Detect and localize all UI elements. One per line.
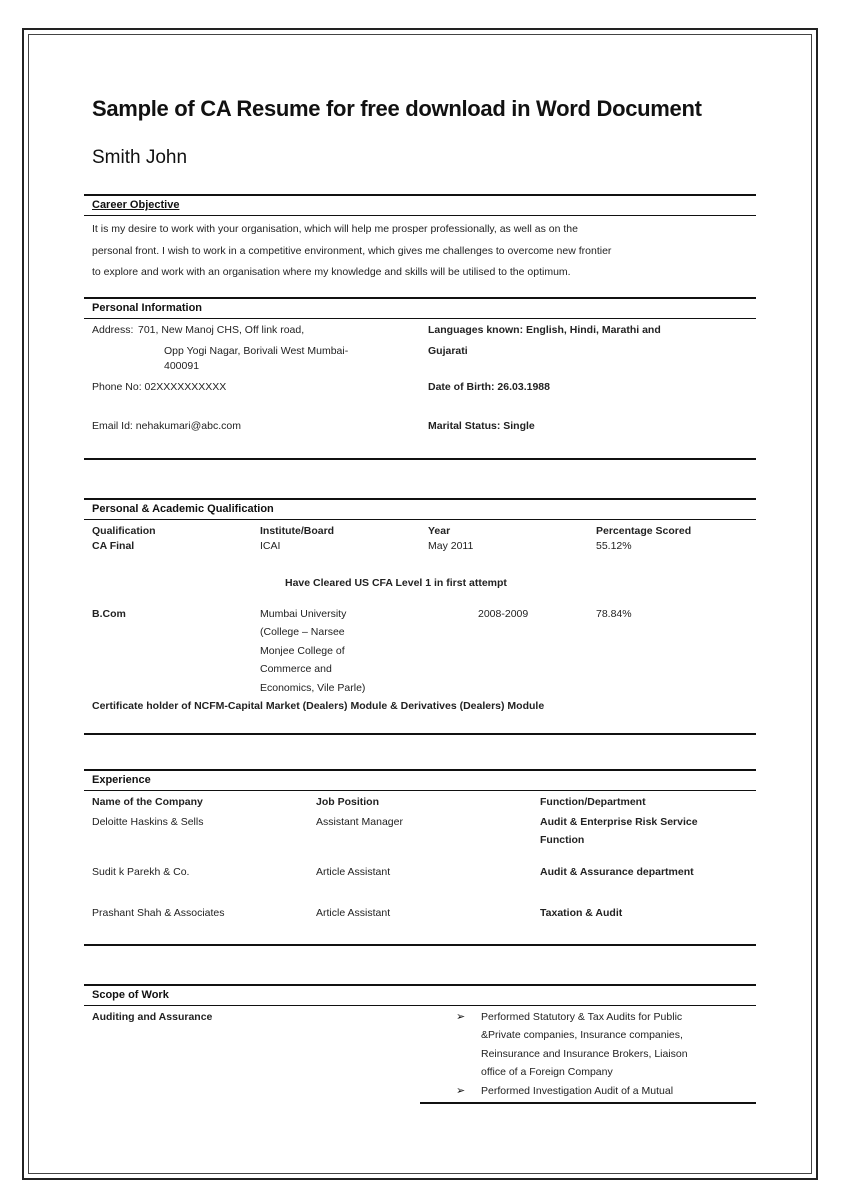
email: Email Id: nehakumari@abc.com: [92, 420, 241, 432]
personal-heading: Personal Information: [92, 302, 203, 314]
experience-heading: Experience: [92, 774, 151, 786]
experience-top-rule: [84, 769, 756, 771]
marital-status: Marital Status: Single: [428, 420, 535, 432]
exp1-function-line-1: Audit & Enterprise Risk Service: [540, 816, 698, 828]
row1-year: May 2011: [428, 540, 474, 552]
bullet-arrow-icon: ➢: [456, 1085, 466, 1097]
row2-institute-line-4: Commerce and: [260, 663, 332, 675]
languages-line-1: Languages known: English, Hindi, Marathi and: [428, 324, 661, 336]
scope-bottom-rule: [420, 1102, 756, 1104]
document-title: Sample of CA Resume for free download in Word Document: [92, 96, 702, 121]
row2-institute-line-2: (College – Narsee: [260, 626, 345, 638]
exp3-function: Taxation & Audit: [540, 907, 623, 919]
exp1-company: Deloitte Haskins & Sells: [92, 816, 204, 828]
exp3-company: Prashant Shah & Associates: [92, 907, 225, 919]
career-line-2: personal front. I wish to work in a competitive environment, which gives me challenges to overcome new frontier: [92, 245, 612, 257]
scope-heading: Scope of Work: [92, 989, 169, 1001]
row2-institute-line-1: Mumbai University: [260, 608, 347, 620]
exp2-position: Article Assistant: [316, 866, 391, 878]
personal-bottom-rule: [84, 458, 756, 460]
candidate-name: Smith John: [92, 147, 188, 168]
academic-col-percentage: Percentage Scored: [596, 525, 692, 537]
row1-percentage: 55.12%: [596, 540, 632, 552]
personal-top-rule: [84, 297, 756, 299]
row1-institute: ICAI: [260, 540, 281, 552]
scope-bullet1-line-3: Reinsurance and Insurance Brokers, Liaison: [481, 1048, 688, 1060]
career-line-3: to explore and work with an organisation where my knowledge and skills will be utilised to the optimum.: [92, 266, 571, 278]
languages-line-2: Gujarati: [428, 345, 468, 357]
career-heading: Career Objective: [92, 199, 180, 211]
experience-col-position: Job Position: [316, 796, 379, 808]
academic-top-rule: [84, 498, 756, 500]
academic-col-year: Year: [428, 525, 451, 537]
address-label: Address:: [92, 324, 134, 336]
experience-col-company: Name of the Company: [92, 796, 203, 808]
career-top-rule: [84, 194, 756, 196]
exp1-function-line-2: Function: [540, 834, 585, 846]
academic-col-qualification: Qualification: [92, 525, 156, 537]
scope-heading-rule: [84, 1005, 756, 1006]
personal-heading-rule: [84, 318, 756, 319]
experience-col-function: Function/Department: [540, 796, 646, 808]
exp1-position: Assistant Manager: [316, 816, 403, 828]
scope-bullet2: Performed Investigation Audit of a Mutual: [481, 1085, 674, 1097]
address-line-3: 400091: [164, 360, 200, 372]
address-line-1: 701, New Manoj CHS, Off link road,: [138, 324, 305, 336]
career-line-1: It is my desire to work with your organisation, which will help me prosper professionally, as well as on the: [92, 223, 578, 235]
row2-qualification: B.Com: [92, 608, 126, 620]
academic-bottom-rule: [84, 733, 756, 735]
scope-bullet1-line-4: office of a Foreign Company: [481, 1066, 613, 1078]
career-heading-rule: [84, 215, 756, 216]
scope-area: Auditing and Assurance: [92, 1011, 213, 1023]
exp2-company: Sudit k Parekh & Co.: [92, 866, 190, 878]
address-line-2: Opp Yogi Nagar, Borivali West Mumbai-: [164, 345, 349, 357]
row2-institute-line-5: Economics, Vile Parle): [260, 682, 366, 694]
row1-qualification: CA Final: [92, 540, 135, 552]
bullet-arrow-icon: ➢: [456, 1011, 466, 1023]
scope-bullet1-line-1: Performed Statutory & Tax Audits for Public: [481, 1011, 683, 1023]
exp3-position: Article Assistant: [316, 907, 391, 919]
date-of-birth: Date of Birth: 26.03.1988: [428, 381, 550, 393]
scope-top-rule: [84, 984, 756, 986]
cfa-note: Have Cleared US CFA Level 1 in first attempt: [285, 577, 507, 589]
row2-institute-line-3: Monjee College of: [260, 645, 345, 657]
academic-col-institute: Institute/Board: [260, 525, 335, 537]
certificate-line: Certificate holder of NCFM-Capital Market (Dealers) Module & Derivatives (Dealers) Module: [92, 700, 545, 712]
scope-bullet1-line-2: &Private companies, Insurance companies,: [481, 1029, 683, 1041]
academic-heading: Personal & Academic Qualification: [92, 503, 274, 515]
academic-heading-rule: [84, 519, 756, 520]
row2-year: 2008-2009: [478, 608, 529, 620]
phone: Phone No: 02XXXXXXXXXX: [92, 381, 227, 393]
experience-bottom-rule: [84, 944, 756, 946]
experience-heading-rule: [84, 790, 756, 791]
row2-percentage: 78.84%: [596, 608, 632, 620]
exp2-function: Audit & Assurance department: [540, 866, 694, 878]
